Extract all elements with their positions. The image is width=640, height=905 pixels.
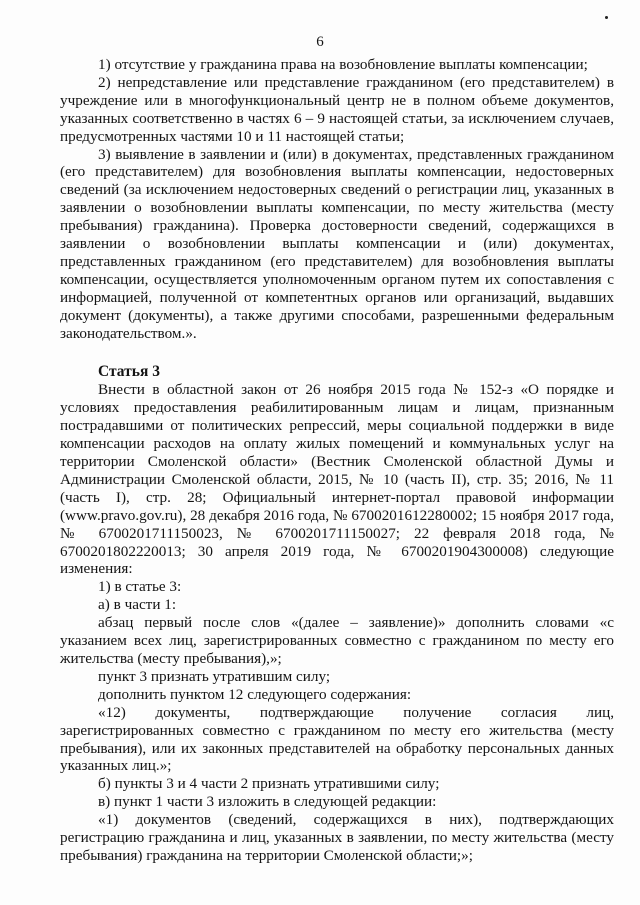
paragraph: 2) непредставление или представление гражданином (его представителем) в учреждение или в многофункциональный центр не в полном объеме документов, указанных соответственно в частях 6 – 9 настоящей статьи, за исключением случаев, предусмотренных частями 10 и 11 настоящей статьи; xyxy=(60,73,614,145)
paragraph: абзац первый после слов «(далее – заявление)» дополнить словами «с указанием всех лиц, зарегистрированных совместно с гражданином по месту его жительства (месту пребывания),»; xyxy=(60,614,614,667)
scan-mark xyxy=(605,16,608,19)
paragraph: 3) выявление в заявлении и (или) в документах, представленных гражданином (его представителем) для возобновления выплаты компенсации, недостоверных сведений (за исключением недостоверных сведений о регистрации лиц, указанных в заявлении о возобновлении выплаты компенсации, по месту жительства (месту пребывания) гражданина). Проверка достоверности сведений, содержащихся в заявлении о возобновлении выплаты компенсации и (или) документах, представленных гражданином (его представителем) для возобновления выплаты компенсации, осуществляется уполномоченным органом путем их сопоставления с информацией, полученной от компетентных органов или организаций, выдавших документ (документы), а также другими способами, разрешенными федеральным законодательством.». xyxy=(60,145,614,342)
page-number: 6 xyxy=(316,34,324,50)
article-heading: Статья 3 xyxy=(98,362,160,380)
paragraph: 1) в статье 3: xyxy=(98,578,182,596)
paragraph: в) пункт 1 части 3 изложить в следующей редакции: xyxy=(98,793,437,811)
paragraph: дополнить пунктом 12 следующего содержания: xyxy=(98,685,412,703)
paragraph: б) пункты 3 и 4 части 2 признать утратившими силу; xyxy=(98,775,440,793)
paragraph: «1) документов (сведений, содержащихся в них), подтверждающих регистрацию гражданина и лиц, указанных в заявлении, по месту жительства (месту пребывания) гражданина на территории Смоленской области;»; xyxy=(60,811,614,864)
paragraph: «12) документы, подтверждающие получение согласия лиц, зарегистрированных совместно с гражданином по месту его жительства (месту пребывания), или их законных представителей на обработку персональных данных указанных лиц.»; xyxy=(60,703,614,775)
document-body xyxy=(60,56,614,865)
paragraph: Внести в областной закон от 26 ноября 2015 года № 152-з «О порядке и условиях предоставления реабилитированным лицам и лицам, признанным пострадавшими от политических репрессий, меры социальной поддержки в виде компенсации расходов на оплату жилых помещений и коммунальных услуг на территории Смоленской области» (Вестник Смоленской областной Думы и Администрации Смоленской области, 2015, № 10 (часть II), стр. 35; 2016, № 11 (часть I), стр. 28; Официальный интернет-портал правовой информации (www.pravo.gov.ru), 28 декабря 2016 года, № 6700201612280002; 15 ноября 2017 года, № 6700201711150023, № 6700201711150027; 22 февраля 2018 года, № 6700201802220013; 30 апреля 2019 года, № 6700201904300008) следующие изменения: xyxy=(60,381,614,578)
paragraph: а) в части 1: xyxy=(98,596,177,614)
paragraph: пункт 3 признать утратившим силу; xyxy=(98,667,331,685)
paragraph: 1) отсутствие у гражданина права на возобновление выплаты компенсации; xyxy=(98,56,588,73)
